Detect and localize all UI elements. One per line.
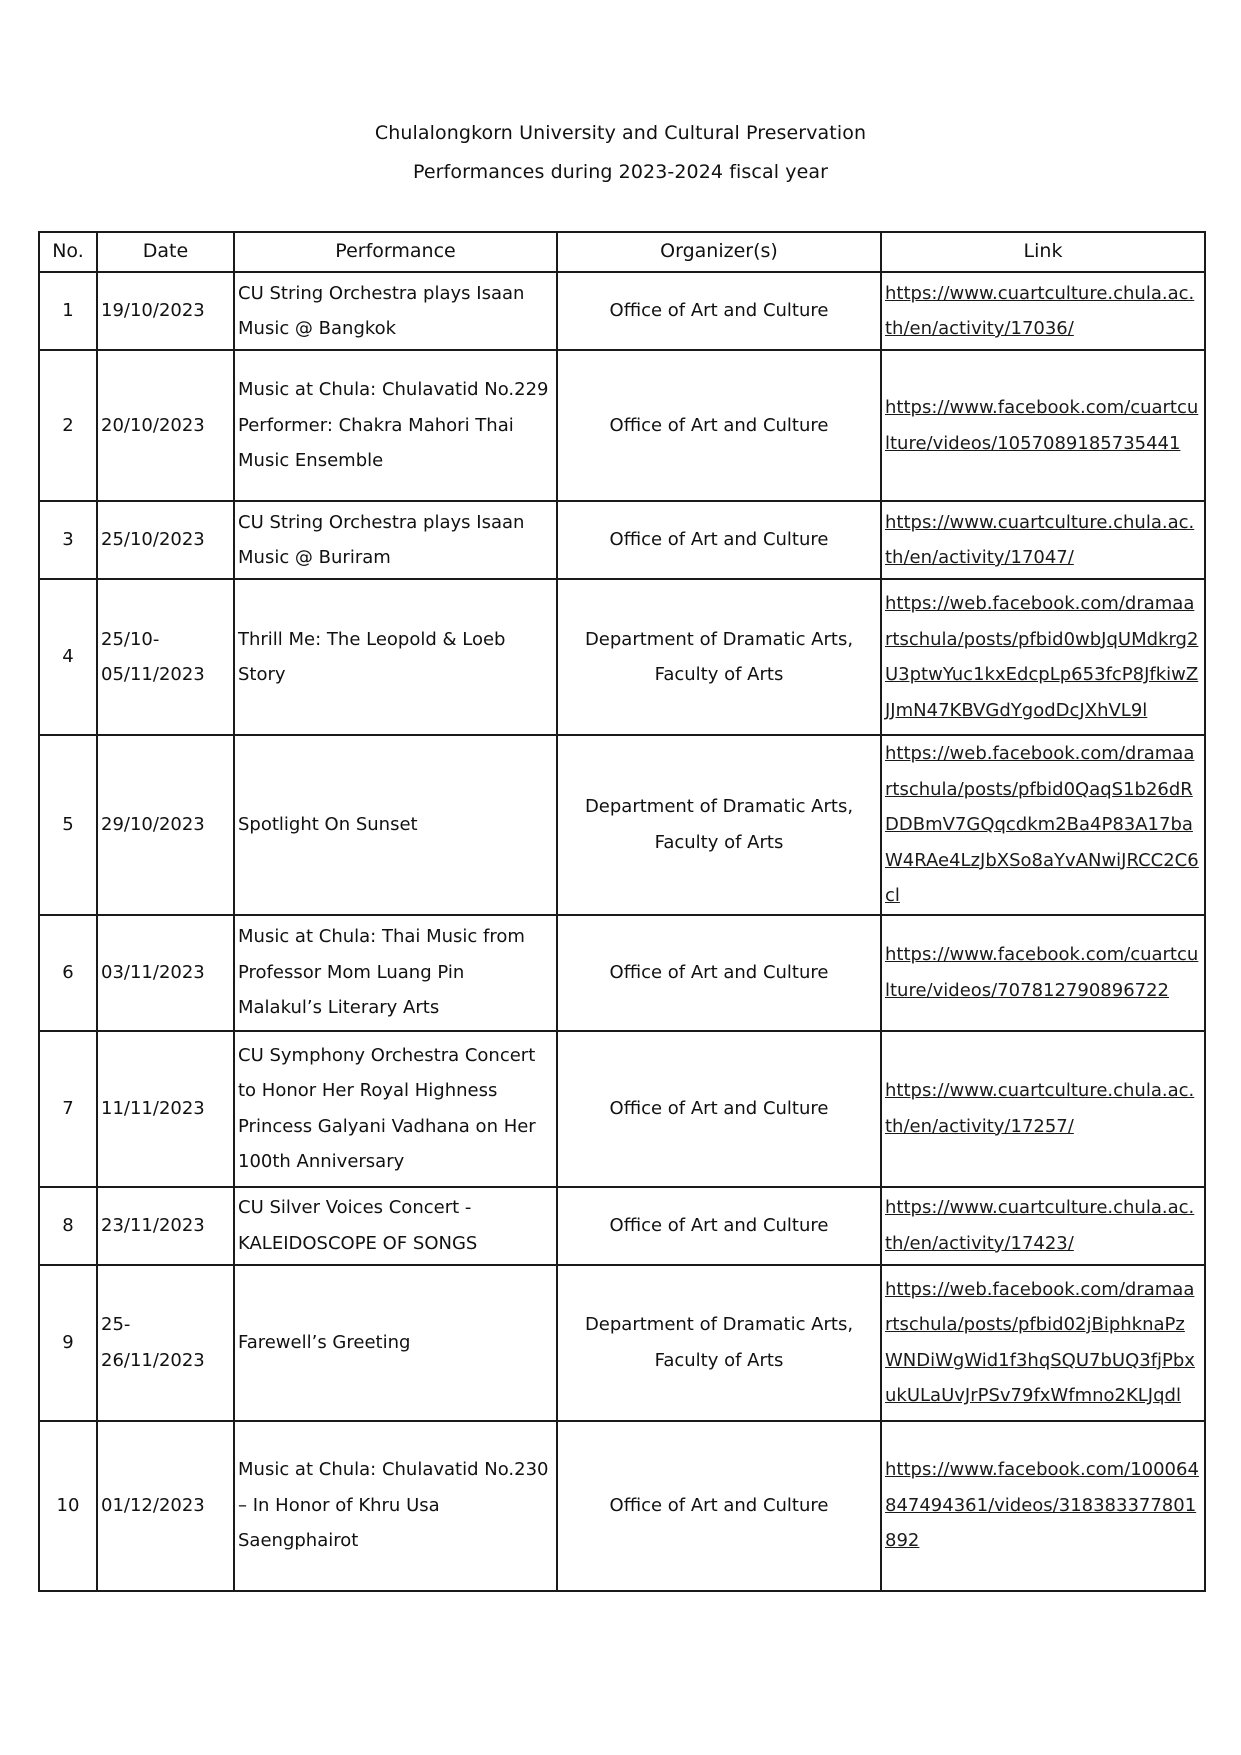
cell-no: 8	[39, 1187, 97, 1265]
column-header-link: Link	[881, 232, 1205, 272]
cell-date: 01/12/2023	[97, 1421, 234, 1591]
document-subtitle: Performances during 2023-2024 fiscal year	[412, 161, 829, 183]
table-row	[39, 579, 1205, 735]
cell-link	[881, 1265, 1205, 1421]
link-url[interactable]: https://web.facebook.com/dramaartschula/posts/pfbid02jBiphknaPzWNDiWgWid1f3hqSQU7bUQ3fjPbxukULaUvJrPSv79fxWfmno2KLJqdl	[885, 1278, 1195, 1406]
document-title: Chulalongkorn University and Cultural Preservation	[374, 122, 867, 144]
cell-date: 29/10/2023	[97, 735, 234, 915]
cell-organizer: Department of Dramatic Arts, Faculty of Arts	[557, 579, 881, 735]
column-header-date: Date	[97, 232, 234, 272]
table-row	[39, 350, 1205, 501]
cell-performance: Music at Chula: Thai Music from Professor Mom Luang Pin Malakul’s Literary Arts	[234, 915, 557, 1031]
cell-link	[881, 501, 1205, 579]
performances-table	[38, 231, 1206, 1592]
link-url[interactable]: https://www.cuartculture.chula.ac.th/en/activity/17423/	[885, 1197, 1195, 1254]
link-url[interactable]: https://web.facebook.com/dramaartschula/posts/pfbid0QaqS1b26dRDDBmV7GQqcdkm2Ba4P83A17baW4RAe4LzJbXSo8aYvANwiJRCC2C6cl	[885, 743, 1199, 906]
cell-date: 25-26/11/2023	[97, 1265, 234, 1421]
cell-no: 5	[39, 735, 97, 915]
cell-performance: Farewell’s Greeting	[234, 1265, 557, 1421]
table-row	[39, 1187, 1205, 1265]
table-row	[39, 1031, 1205, 1187]
link-url[interactable]: https://www.cuartculture.chula.ac.th/en/activity/17047/	[885, 511, 1195, 568]
table-row	[39, 1421, 1205, 1591]
cell-no: 1	[39, 272, 97, 350]
cell-organizer: Office of Art and Culture	[557, 1421, 881, 1591]
cell-date: 03/11/2023	[97, 915, 234, 1031]
cell-organizer: Office of Art and Culture	[557, 1031, 881, 1187]
cell-organizer: Office of Art and Culture	[557, 272, 881, 350]
cell-no: 6	[39, 915, 97, 1031]
cell-date: 25/10-05/11/2023	[97, 579, 234, 735]
cell-no: 4	[39, 579, 97, 735]
cell-link	[881, 1187, 1205, 1265]
cell-organizer: Department of Dramatic Arts, Faculty of Arts	[557, 1265, 881, 1421]
link-url[interactable]: https://www.cuartculture.chula.ac.th/en/activity/17257/	[885, 1080, 1195, 1137]
link-url[interactable]: https://web.facebook.com/dramaartschula/posts/pfbid0wbJqUMdkrg2U3ptwYuc1kxEdcpLp653fcP8JfkiwZJJmN47KBVGdYgodDcJXhVL9l	[885, 593, 1199, 721]
cell-no: 2	[39, 350, 97, 501]
cell-performance: Spotlight On Sunset	[234, 735, 557, 915]
cell-link	[881, 735, 1205, 915]
cell-performance: CU Silver Voices Concert - KALEIDOSCOPE OF SONGS	[234, 1187, 557, 1265]
link-url[interactable]: https://www.facebook.com/cuartculture/videos/707812790896722	[885, 944, 1199, 1001]
table-header-row	[39, 232, 1205, 272]
cell-link	[881, 350, 1205, 501]
cell-performance: Music at Chula: Chulavatid No.230 – In Honor of Khru Usa Saengphairot	[234, 1421, 557, 1591]
cell-date: 20/10/2023	[97, 350, 234, 501]
cell-organizer: Office of Art and Culture	[557, 915, 881, 1031]
cell-organizer: Office of Art and Culture	[557, 350, 881, 501]
column-header-performance: Performance	[234, 232, 557, 272]
table-row	[39, 735, 1205, 915]
cell-organizer: Department of Dramatic Arts, Faculty of Arts	[557, 735, 881, 915]
cell-organizer: Office of Art and Culture	[557, 501, 881, 579]
cell-organizer: Office of Art and Culture	[557, 1187, 881, 1265]
cell-no: 10	[39, 1421, 97, 1591]
cell-link	[881, 272, 1205, 350]
cell-date: 11/11/2023	[97, 1031, 234, 1187]
link-url[interactable]: https://www.facebook.com/cuartculture/videos/1057089185735441	[885, 397, 1199, 454]
cell-performance: CU String Orchestra plays Isaan Music @ Buriram	[234, 501, 557, 579]
table-row	[39, 915, 1205, 1031]
column-header-no: No.	[39, 232, 97, 272]
cell-date: 25/10/2023	[97, 501, 234, 579]
table-row	[39, 272, 1205, 350]
cell-link	[881, 579, 1205, 735]
cell-no: 7	[39, 1031, 97, 1187]
cell-link	[881, 915, 1205, 1031]
column-header-organizers: Organizer(s)	[557, 232, 881, 272]
link-url[interactable]: https://www.cuartculture.chula.ac.th/en/activity/17036/	[885, 282, 1195, 339]
link-url[interactable]: https://www.facebook.com/100064847494361/videos/318383377801892	[885, 1459, 1199, 1552]
cell-performance: Thrill Me: The Leopold & Loeb Story	[234, 579, 557, 735]
cell-no: 9	[39, 1265, 97, 1421]
cell-performance: CU String Orchestra plays Isaan Music @ Bangkok	[234, 272, 557, 350]
cell-link	[881, 1421, 1205, 1591]
cell-no: 3	[39, 501, 97, 579]
cell-date: 23/11/2023	[97, 1187, 234, 1265]
cell-performance: Music at Chula: Chulavatid No.229 Performer: Chakra Mahori Thai Music Ensemble	[234, 350, 557, 501]
cell-date: 19/10/2023	[97, 272, 234, 350]
cell-performance: CU Symphony Orchestra Concert to Honor Her Royal Highness Princess Galyani Vadhana on Her 100th Anniversary	[234, 1031, 557, 1187]
table-row	[39, 1265, 1205, 1421]
cell-link	[881, 1031, 1205, 1187]
table-row	[39, 501, 1205, 579]
